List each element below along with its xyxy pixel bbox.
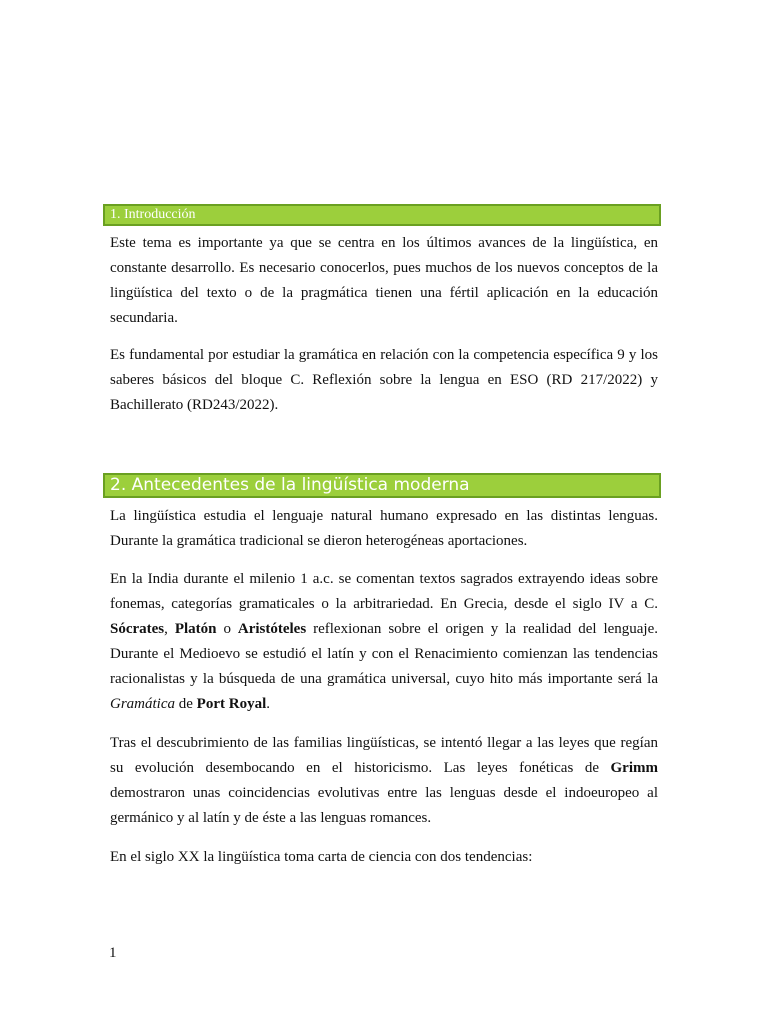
text-run: . — [266, 696, 270, 712]
name-platon: Platón — [174, 621, 217, 637]
paragraph-antecedentes-4: En el siglo XX la lingüística toma carta de ciencia con dos tendencias: — [110, 849, 533, 865]
name-port-royal: Port Royal — [196, 696, 267, 712]
text-run: o — [216, 621, 238, 637]
paragraph-antecedentes-3 — [110, 731, 658, 831]
text-run: de — [175, 696, 197, 712]
section-heading-antecedentes: 2. Antecedentes de la lingüística moderna — [103, 473, 661, 498]
title-gramatica: Gramática — [110, 696, 175, 712]
paragraph-antecedentes-2 — [110, 567, 658, 717]
page-number: 1 — [109, 945, 117, 961]
name-grimm: Grimm — [610, 760, 658, 776]
text-run: , — [164, 621, 175, 637]
paragraph-antecedentes-1: La lingüística estudia el lenguaje natural humano expresado en las distintas lenguas. Durante la gramática tradicional se dieron heterogéneas aportaciones. — [110, 508, 658, 549]
paragraph-intro-2: Es fundamental por estudiar la gramática en relación con la competencia específica 9 y los saberes básicos del bloque C. Reflexión sobre la lengua en ESO (RD 217/2022) y Bachillerato (RD243/2022). — [110, 347, 658, 413]
text-run: Tras el descubrimiento de las familias lingüísticas, se intentó llegar a las leyes que regían su evolución desembocando en el historicismo. Las leyes fonéticas de — [110, 735, 658, 776]
text-run: reflexionan sobre el origen y la realidad del lenguaje. Durante el Medioevo se estudió el latín y con el Renacimiento comienzan las tendencias racionalistas y la búsqueda de una gramática universal, cuyo hito más importante será la — [110, 621, 659, 687]
text-run: demostraron unas coincidencias evolutivas entre las lenguas desde el indoeuropeo al germánico y al latín y de éste a las lenguas romances. — [110, 785, 658, 826]
paragraph-intro-1: Este tema es importante ya que se centra en los últimos avances de la lingüística, en constante desarrollo. Es necesario conocerlos, pues muchos de los nuevos conceptos de la lingüística del texto o de la pragmática tienen una fértil aplicación en la educación secundaria. — [110, 235, 658, 326]
name-socrates: Sócrates — [110, 621, 165, 637]
section-heading-introduccion: 1. Introducción — [103, 204, 661, 226]
text-run: En la India durante el milenio 1 a.c. se comentan textos sagrados extrayendo ideas sobre fonemas, categorías gramaticales o la arbitrariedad. En Grecia, desde el siglo IV a C. — [110, 571, 658, 612]
name-aristoteles: Aristóteles — [237, 621, 307, 637]
